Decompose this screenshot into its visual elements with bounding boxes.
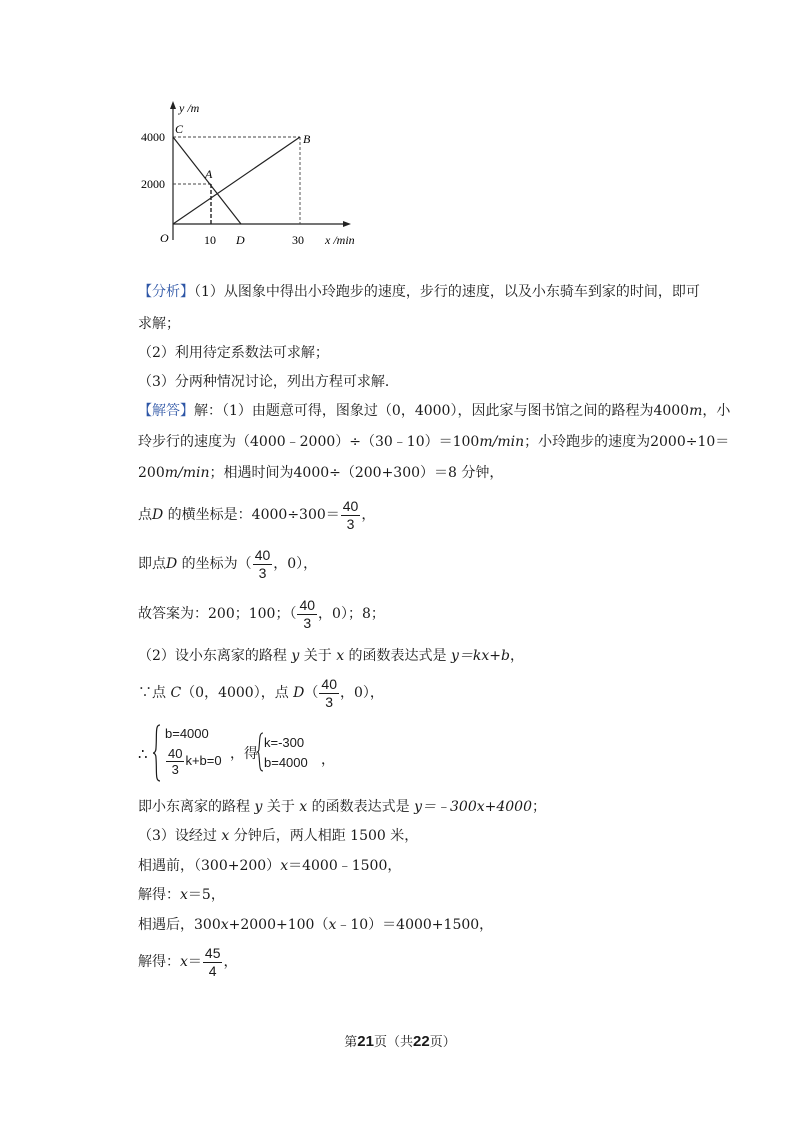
- x-tick-30: 30: [292, 233, 304, 247]
- y-tick-4000: 4000: [141, 130, 165, 144]
- analysis-line-1b: 求解；: [138, 316, 180, 332]
- left-brace: [152, 724, 162, 782]
- solution-line-15: 解得：x＝ $\frac{45}{4}$ ，: [138, 944, 238, 979]
- fraction-40-3: $\frac{40}{3}$: [254, 546, 271, 581]
- x-axis-arrow: [343, 221, 351, 227]
- y-axis-arrow: [170, 101, 176, 109]
- analysis-line-3: （3）分两种情况讨论，列出方程可求解．: [138, 374, 399, 390]
- fraction-40-3: $\frac{40}{3}$: [299, 596, 316, 631]
- solution-line-4: 点D 的横坐标是：4000÷300＝ $\frac{40}{3}$ ，: [138, 497, 376, 532]
- solution-tag: 【解答】: [138, 403, 194, 419]
- fraction-45-4: $\frac{45}{4}$: [204, 944, 221, 979]
- distance-time-graph: [135, 98, 375, 258]
- analysis-tag: 【分析】: [138, 284, 194, 300]
- sys1-eq2: $\frac{40}{3}$ k+b=0: [168, 746, 222, 777]
- label-b: B: [303, 132, 311, 146]
- solution-line-8: ∵点 C（0，4000），点 D（ $\frac{40}{3}$ ，0），: [138, 675, 384, 710]
- label-c: C: [175, 122, 184, 136]
- sys2-eq1: k=-300: [264, 735, 305, 750]
- analysis-line-2: （2）利用待定系数法可求解；: [138, 345, 329, 361]
- right-brace: [256, 732, 264, 772]
- label-o: O: [160, 231, 169, 245]
- fraction-40-3: $\frac{40}{3}$: [321, 675, 337, 710]
- solution-line-10: 即小东离家的路程 y 关于 x 的函数表达式是 y＝﹣300x+4000；: [138, 799, 546, 815]
- solution-line-7: （2）设小东离家的路程 y 关于 x 的函数表达式是 y＝kx+b，: [138, 648, 524, 664]
- x-tick-10: 10: [204, 233, 216, 247]
- y-axis-label: y /m: [179, 101, 200, 115]
- solution-line-3: 200m/min；相遇时间为4000÷（200+300）＝8 分钟，: [138, 465, 504, 481]
- sys2-eq2: b=4000: [264, 755, 308, 770]
- solution-line-2: 玲步行的速度为（4000﹣2000）÷（30﹣10）＝100m/min；小玲跑步的速度为2000÷10＝: [138, 434, 730, 450]
- fraction-40-3: $\frac{40}{3}$: [168, 746, 183, 777]
- x-axis-label: x /min: [325, 233, 355, 247]
- label-a: A: [205, 167, 213, 181]
- page-total: 22: [413, 1033, 430, 1050]
- analysis-line-1: 【分析】（1）从图象中得出小玲跑步的速度，步行的速度，以及小东骑车到家的时间，即可: [138, 284, 700, 300]
- solution-line-13: 解得：x＝5，: [138, 887, 225, 903]
- label-d: D: [236, 233, 245, 247]
- line-ob: [173, 137, 300, 224]
- sys1-eq1: b=4000: [165, 726, 209, 741]
- solution-line-5: 即点D 的坐标为（ $\frac{40}{3}$ ，0），: [138, 546, 318, 581]
- fraction-40-3: $\frac{40}{3}$: [342, 497, 359, 532]
- solution-line-12: 相遇前，（300+200）x＝4000﹣1500，: [138, 858, 402, 874]
- page-number: 21: [357, 1033, 374, 1050]
- solution-line-6: 故答案为：200；100；（ $\frac{40}{3}$ ，0）；8；: [138, 596, 385, 631]
- solution-line-1: 【解答】解：（1）由题意可得，图象过（0，4000），因此家与图书馆之间的路程为4000m，小: [138, 403, 731, 419]
- solution-line-11: （3）设经过 x 分钟后，两人相距 1500 米，: [138, 828, 419, 844]
- y-tick-2000: 2000: [141, 177, 165, 191]
- page-footer: 第21页（共22页）: [344, 1033, 456, 1050]
- solution-line-14: 相遇后，300x+2000+100（x﹣10）＝4000+1500，: [138, 917, 494, 933]
